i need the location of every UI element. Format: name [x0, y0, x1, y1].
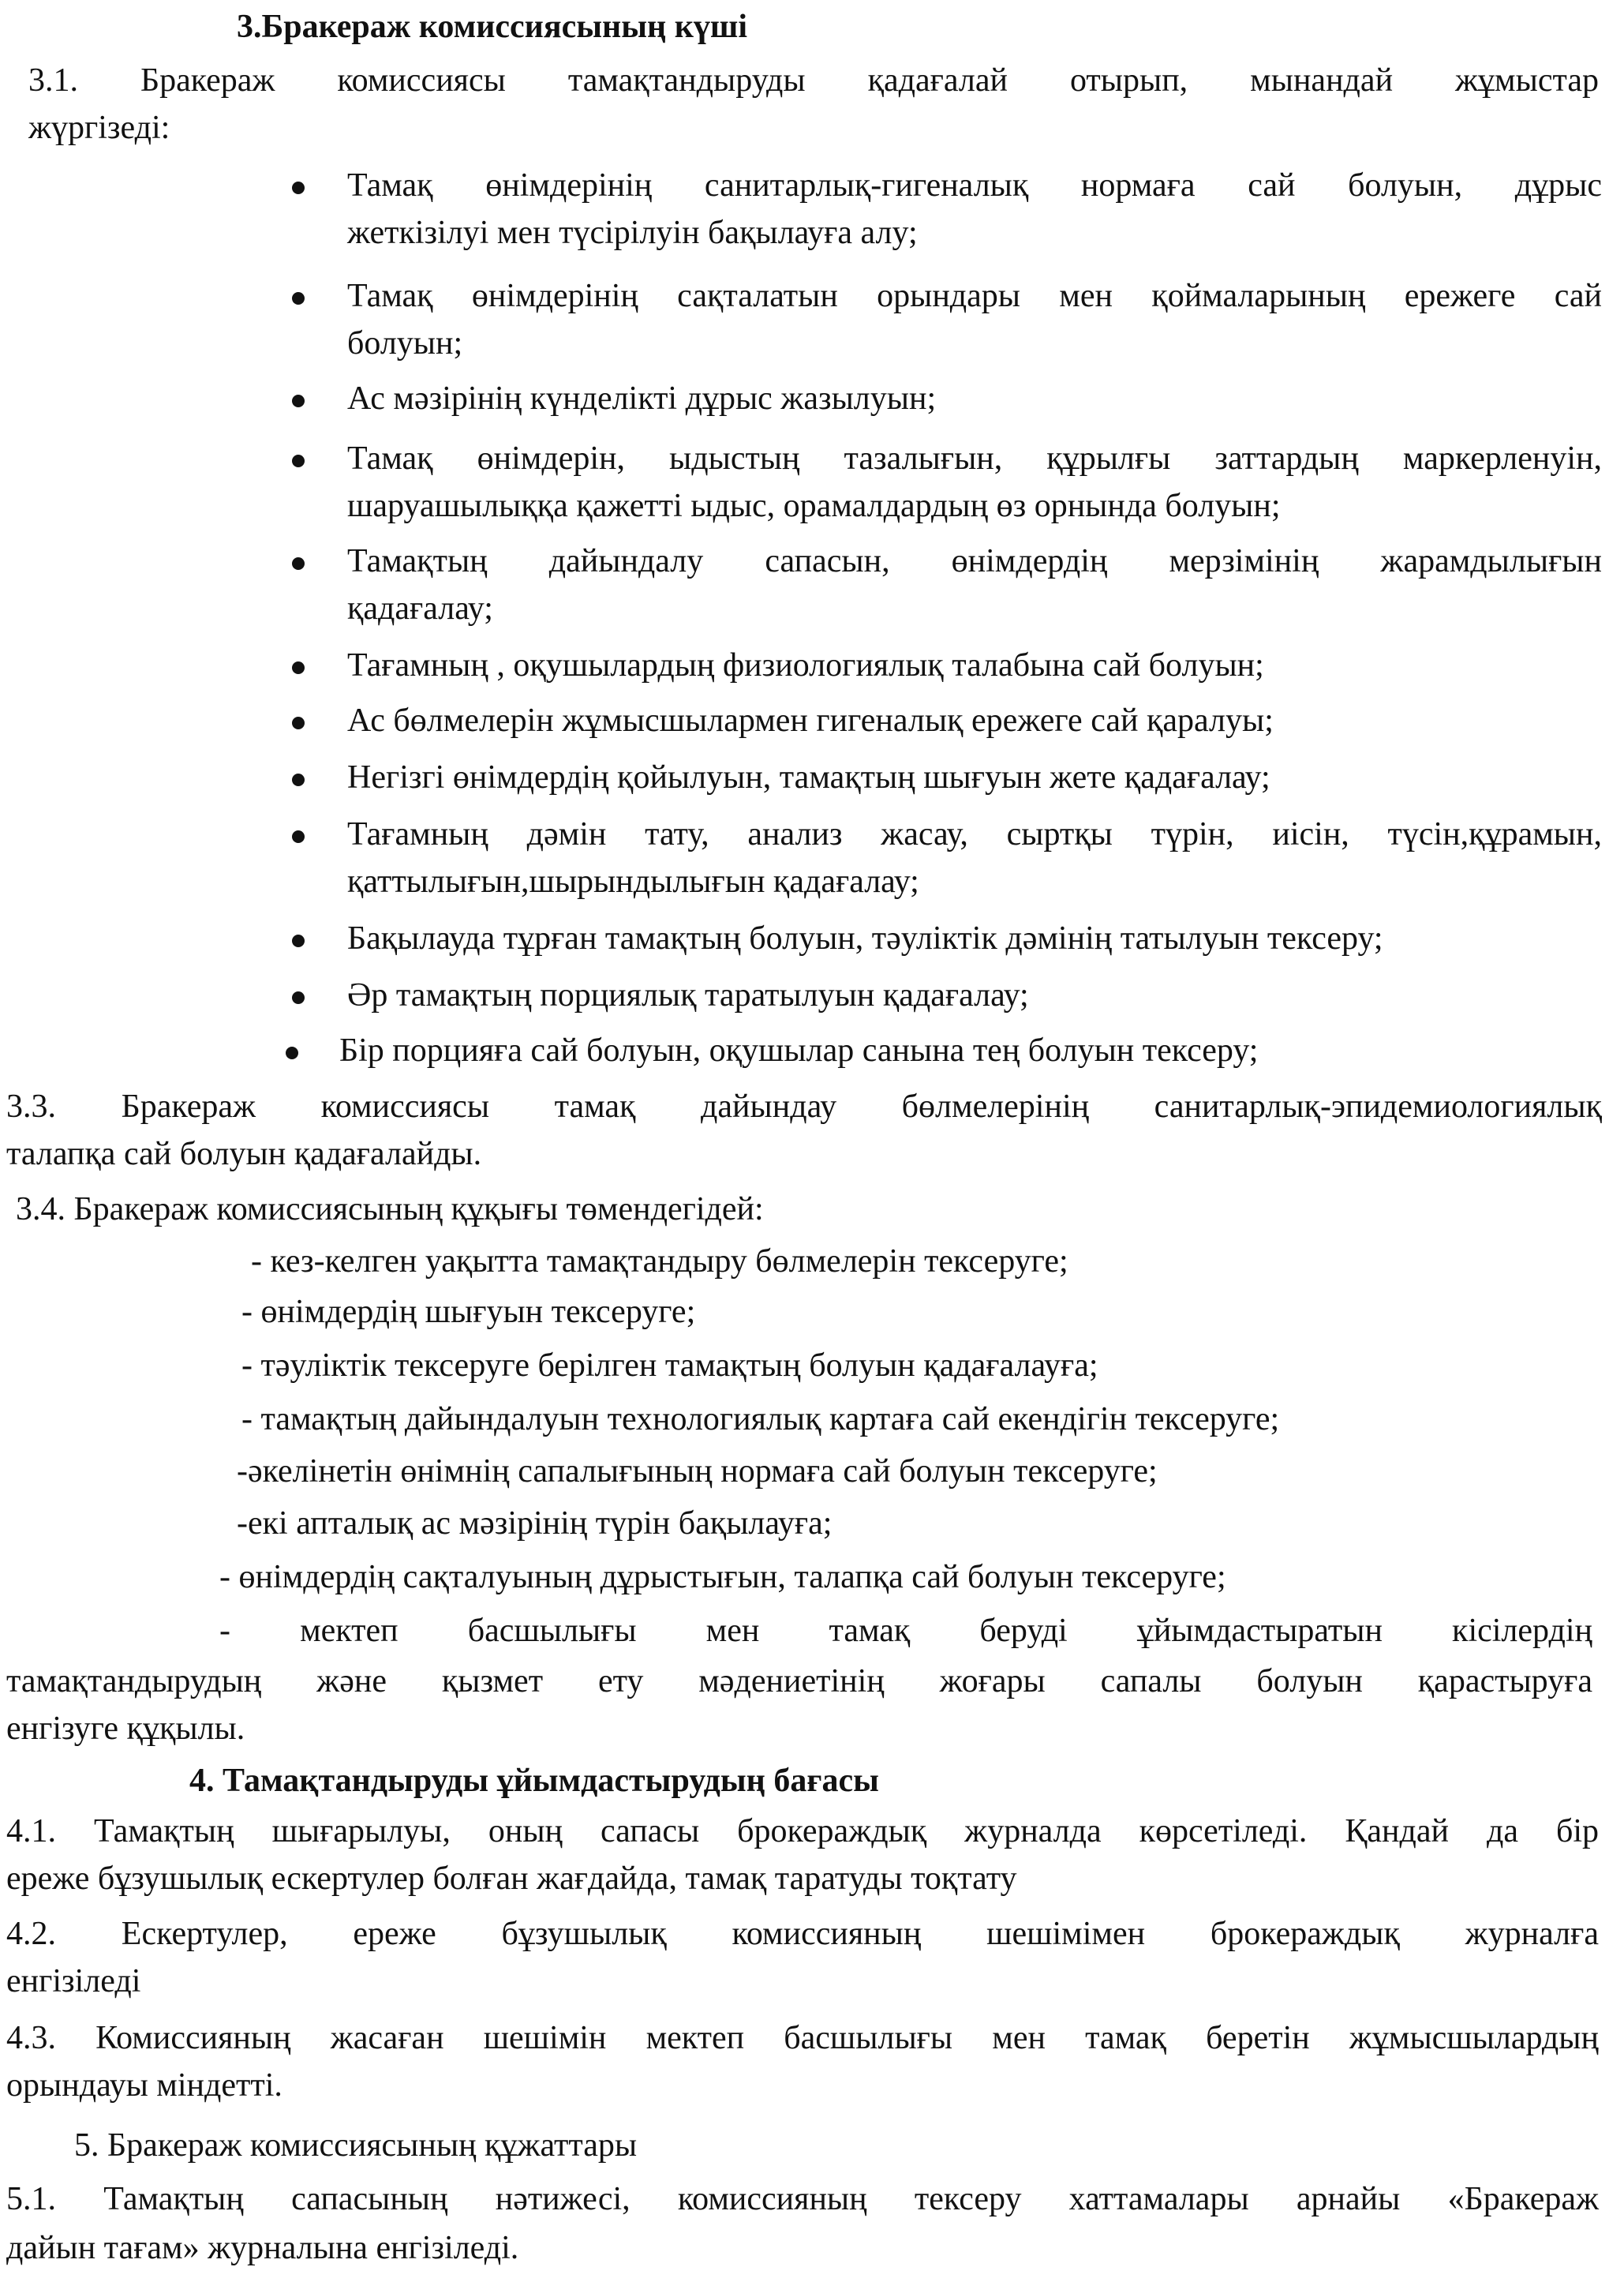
bullet-item [347, 272, 1602, 367]
rights-item: -екі апталық ас мәзірінің түрін бақылауға; [237, 1505, 833, 1542]
bullet-dot [292, 991, 305, 1004]
paragraph-4-3-line2: орындауы міндетті. [6, 2067, 283, 2104]
bullet-dot [292, 935, 305, 947]
bullet-item [347, 435, 1602, 530]
bullet-item-line2: болуын; [347, 325, 463, 362]
paragraph-3-1-line1: 3.1. Бракераж комиссиясы тамақтандыруды қадағалай отырып, мынандай жұмыстар [28, 62, 1599, 99]
bullet-item: Ас мәзірінің күнделікті дұрыс жазылуын; [347, 380, 937, 417]
bullet-item [347, 162, 1602, 257]
bullet-item-line1: Тамақ өнімдерінің санитарлық-гигеналық нормаға сай болуын, дұрыс [347, 167, 1602, 204]
bullet-dot [292, 557, 305, 570]
paragraph-4-1-line1: 4.1. Тамақтың шығарылуы, оның сапасы брокераждық журналда көрсетіледі. Қандай да бір [6, 1813, 1599, 1849]
rights-item: - өнімдердің сақталуының дұрыстығын, талапқа сай болуын тексеруге; [219, 1559, 1226, 1595]
rights-item-last-line2: тамақтандырудың және қызмет ету мәдениетінің жоғары сапалы болуын қарастыруға [6, 1663, 1592, 1699]
bullet-item: Негізгі өнімдердің қойылуын, тамақтың шығуын жете қадағалау; [347, 759, 1270, 796]
bullet-dot [292, 830, 305, 843]
bullet-item [347, 538, 1602, 632]
bullet-item: Тағамның , оқушылардың физиологиялық талабына сай болуын; [347, 647, 1264, 684]
bullet-item-line1: Тамақ өнімдерін, ыдыстың тазалығын, құрылғы заттардың маркерленуін, [347, 440, 1602, 477]
bullet-dot [292, 661, 305, 674]
rights-item: - өнімдердің шығуын тексеруге; [241, 1294, 696, 1330]
bullet-dot [292, 395, 305, 407]
bullet-item-line1: Тамақтың дайындалу сапасын, өнімдердің мерзімінің жарамдылығын [347, 543, 1602, 579]
bullet-item-line2: қадағалау; [347, 590, 493, 627]
bullet-dot [292, 292, 305, 305]
rights-item-last-line1: - мектеп басшылығы мен тамақ беруді ұйымдастыратын кісілердің [219, 1613, 1592, 1649]
bullet-item-line2: шаруашылыққа қажетті ыдыс, орамалдардың өз орнында болуын; [347, 488, 1281, 524]
bullet-item: Әр тамақтың порциялық таратылуын қадағалау; [347, 977, 1029, 1014]
paragraph-3-3-line1: 3.3. Бракераж комиссиясы тамақ дайындау бөлмелерінің санитарлық-эпидемиологиялық [6, 1089, 1602, 1125]
paragraph-3-3-line2: талапқа сай болуын қадағалайды. [6, 1136, 482, 1172]
paragraph-4-1-line2: ереже бұзушылық ескертулер болған жағдайда, тамақ таратуды тоқтату [6, 1860, 1017, 1897]
bullet-item-line2: қаттылығын,шырындылығын қадағалау; [347, 864, 919, 900]
section-4-heading: 4. Тамақтандыруды ұйымдастырудың бағасы [189, 1763, 879, 1799]
bullet-dot [292, 455, 305, 467]
paragraph-4-3-line1: 4.3. Комиссияның жасаған шешімін мектеп басшылығы мен тамақ беретін жұмысшылардың [6, 2020, 1599, 2056]
rights-item: - тамақтың дайындалуын технологиялық картаға сай екендігін тексеруге; [241, 1401, 1280, 1437]
bullet-dot [292, 774, 305, 786]
bullet-dot [286, 1047, 298, 1059]
bullet-dot [292, 182, 305, 194]
bullet-item [347, 811, 1602, 905]
paragraph-3-4: 3.4. Бракераж комиссиясының құқығы төмендегідей: [16, 1191, 764, 1227]
bullet-item-line1: Тағамның дәмін тату, анализ жасау, сыртқы түрін, иісін, түсін,құрамын, [347, 816, 1602, 852]
paragraph-3-1-line2: жүргізеді: [28, 110, 170, 146]
section-3-heading: 3.Бракераж комиссиясының күші [237, 9, 748, 45]
bullet-item: Ас бөлмелерін жұмысшылармен гигеналық ережеге сай қаралуы; [347, 703, 1274, 739]
rights-item: - тәуліктік тексеруге берілген тамақтың болуын қадағалауға; [241, 1347, 1098, 1384]
bullet-item: Бақылауда тұрған тамақтың болуын, тәуліктік дәмінің татылуын тексеру; [347, 920, 1383, 957]
paragraph-4-2-line2: енгізіледі [6, 1963, 141, 1999]
rights-item-last-line3: енгізуге құқылы. [6, 1711, 245, 1747]
paragraph-4-2-line1: 4.2. Ескертулер, ереже бұзушылық комиссияның шешімімен брокераждық журналға [6, 1916, 1599, 1952]
bullet-item-line2: жеткізілуі мен түсірілуін бақылауға алу; [347, 215, 918, 251]
rights-item: -әкелінетін өнімнің сапалығының нормаға сай болуын тексеруге; [237, 1453, 1158, 1489]
bullet-item: Бір порцияға сай болуын, оқушылар санына тең болуын тексеру; [339, 1032, 1259, 1069]
section-5-heading: 5. Бракераж комиссиясының құжаттары [74, 2127, 638, 2164]
rights-item: - кез-келген уақытта тамақтандыру бөлмелерін тексеруге; [251, 1243, 1068, 1280]
paragraph-5-1-line2: дайын тағам» журналына енгізіледі. [6, 2230, 519, 2266]
paragraph-5-1-line1: 5.1. Тамақтың сапасының нәтижесі, комиссияның тексеру хаттамалары арнайы «Бракераж [6, 2181, 1599, 2217]
bullet-item-line1: Тамақ өнімдерінің сақталатын орындары мен қоймаларының ережеге сай [347, 278, 1602, 314]
bullet-dot [292, 717, 305, 729]
